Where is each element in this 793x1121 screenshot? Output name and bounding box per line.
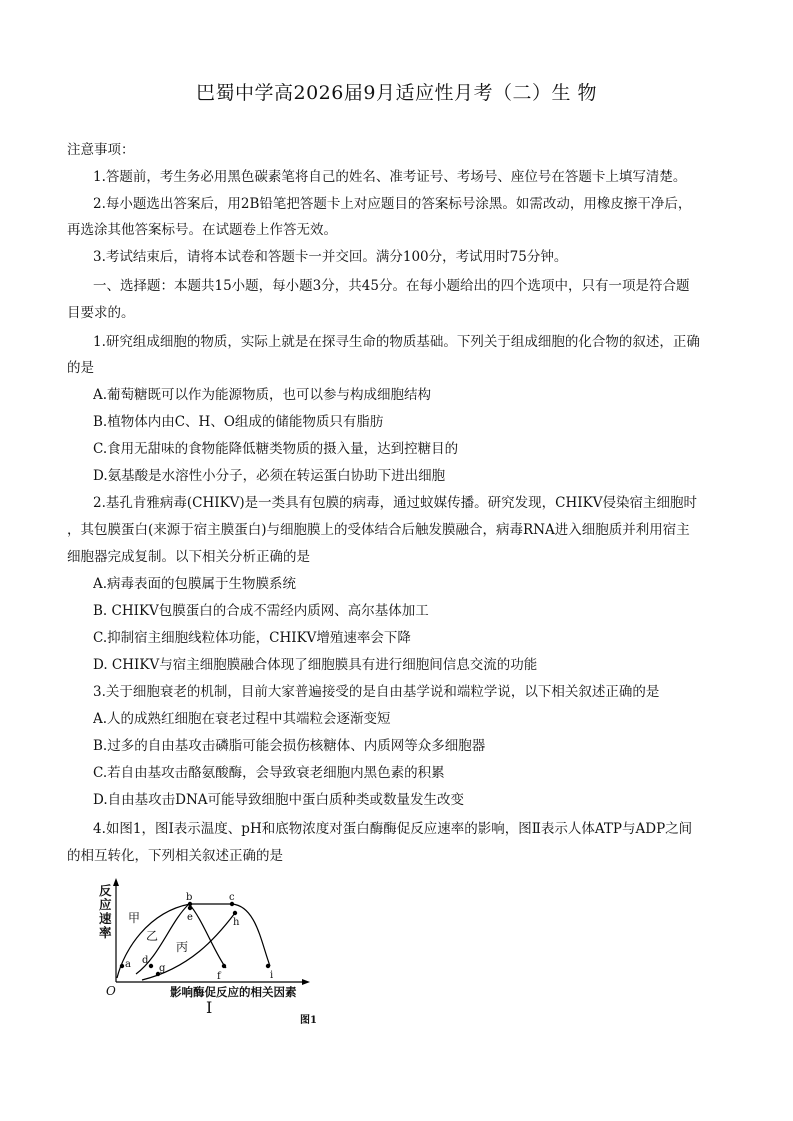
point-f bbox=[222, 964, 226, 968]
figure-curves bbox=[98, 870, 328, 1030]
q3-option-a: A.人的成熟红细胞在衰老过程中其端粒会逐渐变短 bbox=[93, 711, 391, 727]
note-item-2: 2.每小题选出答案后，用2B铅笔把答题卡上对应题目的答案标号涂黑。如需改动，用橡皮擦干净后， bbox=[93, 196, 692, 212]
panel-label: I bbox=[206, 998, 213, 1017]
point-label-a: a bbox=[125, 959, 131, 970]
q2-stem: 2.基孔肯雅病毒(CHIKV)是一类具有包膜的病毒，通过蚊媒传播。研究发现，CHIKV侵染宿主细胞时 bbox=[93, 495, 697, 511]
note-item-3: 3.考试结束后，请将本试卷和答题卡一并交回。满分100分，考试用时75分钟。 bbox=[93, 249, 568, 265]
q3-option-b: B.过多的自由基攻击磷脂可能会损伤核糖体、内质网等众多细胞器 bbox=[93, 738, 486, 754]
q1-option-d: D.氨基酸是水溶性小分子，必须在转运蛋白协助下进出细胞 bbox=[93, 468, 446, 484]
note-item-1: 1.答题前，考生务必用黑色碳素笔将自己的姓名、准考证号、考场号、座位号在答题卡上填写清楚。 bbox=[93, 169, 687, 185]
q1-option-a: A.葡萄糖既可以作为能源物质，也可以参与构成细胞结构 bbox=[93, 387, 432, 403]
point-label-f: f bbox=[217, 971, 221, 982]
curve-label-jia: 甲 bbox=[128, 911, 141, 925]
q1-option-b: B.植物体内由C、H、O组成的储能物质只有脂肪 bbox=[93, 414, 384, 430]
q3-option-d: D.自由基攻击DNA可能导致细胞中蛋白质种类或数量发生改变 bbox=[93, 792, 465, 808]
x-axis-arrow bbox=[302, 979, 310, 985]
q1-stem-cont: 的是 bbox=[67, 360, 94, 376]
page-title: 巴蜀中学高2026届9月适应性月考（二）生 物 bbox=[196, 82, 597, 104]
q3-stem: 3.关于细胞衰老的机制，目前大家普遍接受的是自由基学说和端粒学说，以下相关叙述正确的是 bbox=[93, 684, 660, 700]
q1-stem: 1.研究组成细胞的物质，实际上就是在探寻生命的物质基础。下列关于组成细胞的化合物的叙述，正确 bbox=[93, 334, 700, 350]
figure-caption: 图1 bbox=[300, 1015, 317, 1026]
section-heading: 一、选择题：本题共15小题，每小题3分，共45分。在每小题给出的四个选项中，只有一项是符合题 bbox=[93, 278, 690, 294]
figure-1 bbox=[98, 870, 328, 1030]
y-axis-arrow bbox=[113, 878, 119, 886]
q2-option-d: D. CHIKV与宿主细胞膜融合体现了细胞膜具有进行细胞间信息交流的功能 bbox=[93, 657, 538, 673]
q3-option-c: C.若自由基攻击酪氨酸酶，会导致衰老细胞内黑色素的积累 bbox=[93, 765, 445, 781]
q2-option-b: B. CHIKV包膜蛋白的合成不需经内质网、高尔基体加工 bbox=[93, 603, 429, 619]
q4-stem: 4.如图1，图Ⅰ表示温度、pH和底物浓度对蛋白酶酶促反应速率的影响，图Ⅱ表示人体ATP与ADP之间 bbox=[93, 821, 693, 837]
q2-option-c: C.抑制宿主细胞线粒体功能，CHIKV增殖速率会下降 bbox=[93, 630, 411, 646]
point-label-b: b bbox=[186, 892, 193, 903]
point-label-g: g bbox=[159, 963, 166, 974]
curve-label-yi: 乙 bbox=[146, 929, 159, 943]
point-label-i: i bbox=[270, 970, 274, 981]
point-a bbox=[120, 964, 124, 968]
point-label-e: e bbox=[187, 912, 193, 923]
q2-option-a: A.病毒表面的包膜属于生物膜系统 bbox=[93, 576, 297, 592]
point-label-d: d bbox=[142, 955, 149, 966]
point-label-h: h bbox=[233, 917, 240, 928]
point-label-c: c bbox=[229, 892, 235, 903]
y-axis-label: 反应速率 bbox=[99, 883, 112, 940]
q1-option-c: C.食用无甜味的食物能降低糖类物质的摄入量，达到控糖目的 bbox=[93, 441, 459, 457]
notes-heading: 注意事项： bbox=[67, 142, 135, 158]
note-item-2-cont: 再选涂其他答案标号。在试题卷上作答无效。 bbox=[67, 222, 337, 238]
point-h bbox=[233, 911, 237, 915]
origin-label: O bbox=[106, 984, 116, 998]
section-heading-cont: 目要求的。 bbox=[67, 305, 135, 321]
q4-stem-cont: 的相互转化，下列相关叙述正确的是 bbox=[67, 848, 283, 864]
point-d bbox=[149, 964, 153, 968]
curve-label-bing: 丙 bbox=[176, 940, 189, 954]
point-e bbox=[188, 906, 192, 910]
point-i bbox=[266, 964, 270, 968]
q2-stem-cont-2: 细胞器完成复制。以下相关分析正确的是 bbox=[67, 549, 310, 565]
x-axis-label: 影响酶促反应的相关因素 bbox=[170, 985, 297, 999]
q2-stem-cont-1: ，其包膜蛋白(来源于宿主膜蛋白)与细胞膜上的受体结合后触发膜融合，病毒RNA进入细胞质并利用宿主 bbox=[67, 522, 690, 538]
